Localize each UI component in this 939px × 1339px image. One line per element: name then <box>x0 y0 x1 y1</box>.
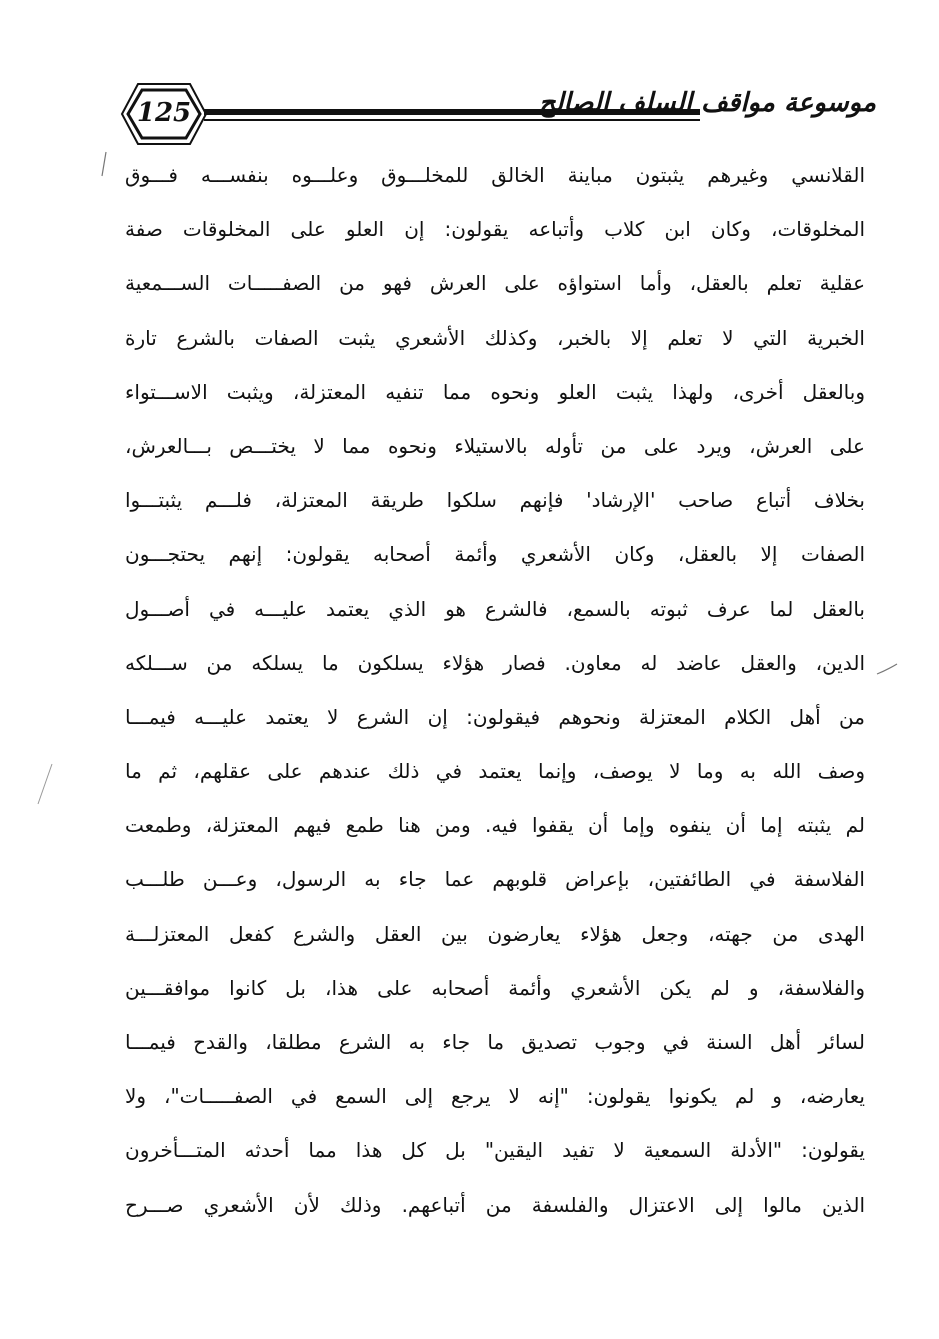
text-line: من أهل الكلام المعتزلة ونحوهم فيقولون: إن الشرع لا يعتمد عليـــه فيمـــا <box>125 704 865 729</box>
margin-pencil-mark <box>96 150 110 180</box>
text-line: الذين مالوا إلى الاعتزال والفلسفة من أتباعهم. وذلك لأن الأشعري صـــرح <box>125 1192 865 1217</box>
text-line: بخلاف أتباع صاحب 'الإرشاد' فإنهم سلكوا طريقة المعتزلة، فلـــم يثبتـــوا <box>125 488 865 513</box>
running-title: موسوعة مواقف السلف الصالح <box>538 88 876 118</box>
text-line: بالعقل لما عرف ثبوته بالسمع، فالشرع هو الذي يعتمد عليـــه في أصـــول <box>125 596 865 621</box>
text-line: يعارضه، و لم يكونوا يقولون: "إنه لا يرجع إلى السمع في الصفـــــات"، ولا <box>125 1084 865 1109</box>
text-line: على العرش، ويرد على من تأوله بالاستيلاء ونحوه مما لا يختـــص بـــالعرش، <box>125 433 865 458</box>
header-rule-thin <box>204 119 700 121</box>
page-header <box>118 78 876 154</box>
text-line: الخبرية التي لا تعلم إلا بالخبر، وكذلك الأشعري يثبت الصفات بالشرع تارة <box>125 325 865 350</box>
text-line: لم يثبته إما أن ينفوه وإما أن يقفوا فيه. ومن هنا طمع فيهم المعتزلة، وطمعت <box>125 813 865 838</box>
text-line: الصفات إلا بالعقل، وكان الأشعري وأئمة أصحابه يقولون: إنهم يحتجـــون <box>125 542 865 567</box>
text-line: وبالعقل أخرى، ولهذا يثبت العلو ونحوه مما تنفيه المعتزلة، ويثبت الاســـتواء <box>125 379 865 404</box>
text-line: عقلية تعلم بالعقل، وأما استواؤه على العرش فهو من الصفـــــات الســـمعية <box>125 271 865 296</box>
text-line: المخلوقات، وكان ابن كلاب وأتباعه يقولون: إن العلو على المخلوقات صفة <box>125 217 865 242</box>
text-line: الفلاسفة في الطائفتين، بإعراض قلوبهم عما جاء به الرسول، وعـــن طلـــب <box>125 867 865 892</box>
text-line: يقولون: "الأدلة السمعية لا تفيد اليقين" بل كل هذا مما أحدثه المتـــأخرون <box>125 1138 865 1163</box>
margin-pencil-mark <box>875 660 899 680</box>
text-line: وصف الله به وما لا يوصف، وإنما يعتمد في ذلك عندهم على عقلهم، ثم ما <box>125 759 865 784</box>
text-line: الدين، والعقل عاضد له معاون. فصار هؤلاء يسلكون ما يسلكه من ســـلكه <box>125 650 865 675</box>
margin-pencil-mark <box>34 760 56 810</box>
text-line: لسائر أهل السنة في وجوب تصديق ما جاء به الشرع مطلقا، والقدح فيمـــا <box>125 1030 865 1054</box>
text-line: الهدى من جهته، وجعل هؤلاء يعارضون بين العقل والشرع كفعل المعتزلـــة <box>125 921 865 946</box>
text-line: والفلاسفة، و لم يكن الأشعري وأئمة أصحابه على هذا، بل كانوا موافقـــين <box>125 975 865 1000</box>
text-line: القلانسي وغيرهم يثبتون مباينة الخالق للمخلـــوق وعلـــوه بنفســـه فـــوق <box>125 163 865 187</box>
body-text <box>125 148 865 1232</box>
page-number-badge <box>118 78 210 150</box>
page-number: 125 <box>136 98 192 128</box>
